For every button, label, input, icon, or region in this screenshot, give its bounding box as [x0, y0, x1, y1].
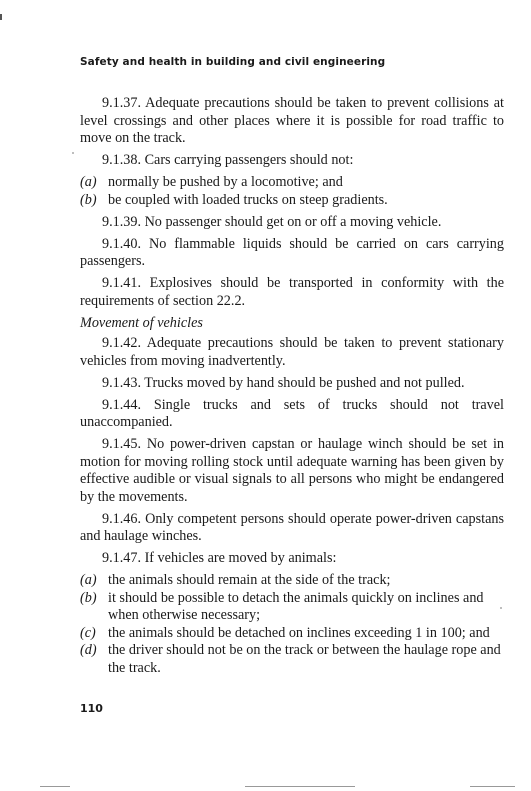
list-item	[80, 174, 504, 192]
margin-tick-mark	[0, 14, 2, 20]
list-item	[80, 590, 504, 625]
list-item-marker: (a)	[80, 174, 97, 190]
list-item-marker: (d)	[80, 642, 97, 658]
item-list	[80, 572, 504, 677]
scan-edge-line	[470, 786, 515, 787]
running-head: Safety and health in building and civil engineering	[80, 56, 386, 68]
list-item	[80, 625, 504, 643]
list-item	[80, 642, 504, 677]
section-heading: Movement of vehicles	[80, 314, 203, 331]
list-item-marker: (b)	[80, 589, 97, 606]
list-item	[80, 192, 504, 210]
list-item-text: the animals should remain at the side of the track;	[108, 572, 391, 588]
list-item-text: be coupled with loaded trucks on steep gradients.	[108, 191, 388, 208]
clause-paragraph: 9.1.47. If vehicles are moved by animals:	[102, 550, 337, 566]
list-item-marker: (c)	[80, 624, 96, 641]
clause-paragraph: 9.1.37. Adequate precautions should be taken to prevent collisions at level crossings and other places where it is possible for road traffic to move on the track.	[80, 95, 504, 146]
clause-paragraph: 9.1.46. Only competent persons should operate power-driven capstans and haulage winches.	[80, 510, 504, 544]
clause-paragraph: 9.1.41. Explosives should be transported in conformity with the requirements of section 22.2.	[80, 275, 504, 309]
page-number: 110	[80, 702, 103, 715]
scan-speck	[500, 607, 502, 609]
body-text	[80, 95, 504, 682]
scan-speck	[72, 152, 74, 154]
clause-paragraph: 9.1.45. No power-driven capstan or haulage winch should be set in motion for moving rolling stock until adequate warning has been given by effective audible or visual signals to all persons who might be endangered by the movements.	[80, 436, 504, 505]
list-item-marker: (a)	[80, 572, 97, 588]
item-list	[80, 174, 504, 209]
clause-paragraph: 9.1.38. Cars carrying passengers should not:	[102, 152, 354, 168]
list-item-text: the animals should be detached on inclines exceeding 1 in 100; and	[108, 624, 490, 641]
clause-paragraph: 9.1.42. Adequate precautions should be taken to prevent stationary vehicles from moving inadvertently.	[80, 335, 504, 369]
clause-paragraph: 9.1.40. No flammable liquids should be carried on cars carrying passengers.	[80, 235, 504, 269]
list-item-text: the driver should not be on the track or between the haulage rope and the track.	[108, 642, 501, 676]
list-item-marker: (b)	[80, 191, 97, 208]
list-item-text: normally be pushed by a locomotive; and	[108, 174, 343, 190]
scan-edge-line	[245, 786, 355, 787]
scan-edge-line	[40, 786, 70, 787]
clause-paragraph: 9.1.44. Single trucks and sets of trucks should not travel unaccompanied.	[80, 396, 504, 430]
clause-paragraph: 9.1.43. Trucks moved by hand should be pushed and not pulled.	[102, 374, 465, 391]
clause-paragraph: 9.1.39. No passenger should get on or off a moving vehicle.	[102, 213, 442, 230]
list-item-text: it should be possible to detach the animals quickly on inclines and when otherwise necessary;	[108, 589, 484, 623]
list-item	[80, 572, 504, 590]
